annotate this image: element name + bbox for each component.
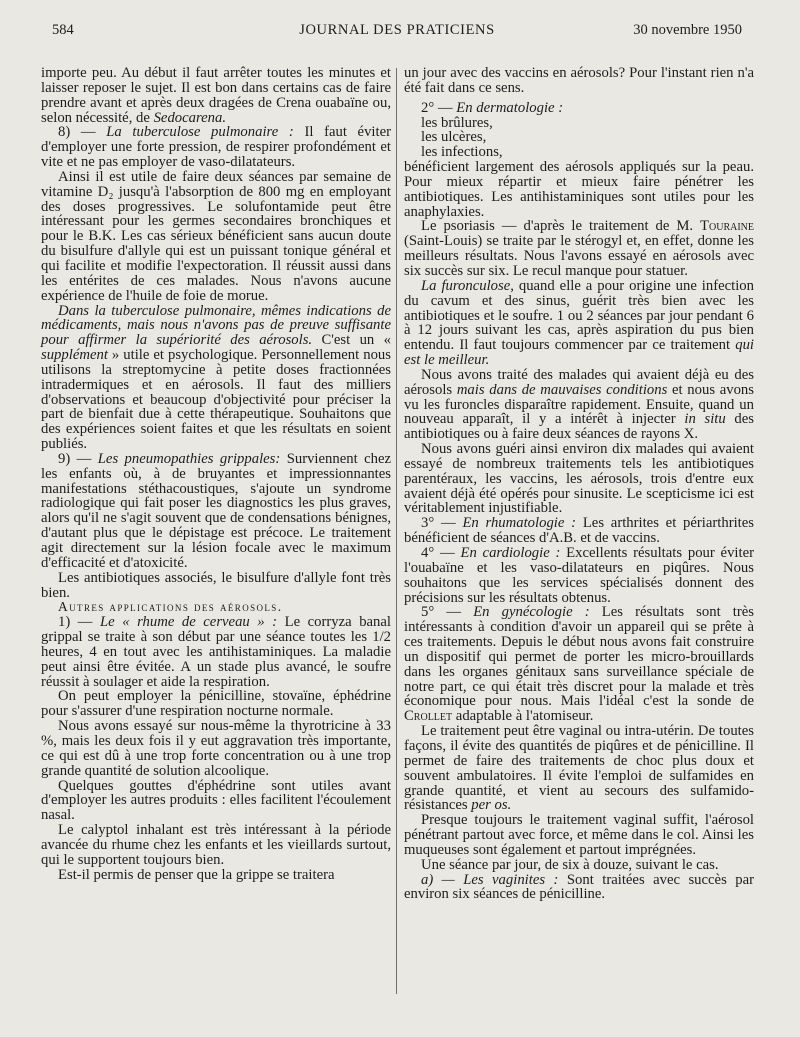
column-divider <box>396 68 397 994</box>
left-column <box>41 66 391 882</box>
paragraph: 4° — En cardiologie : Excellents résultats pour éviter l'ouabaïne et les vaso-dilatateurs en piqûres. Nous souhaitons que les services spécialisés donnent des précisions sur les résultats obtenus. <box>404 545 754 606</box>
paragraph: 2° — En dermatologie : <box>421 99 564 116</box>
paragraph: 3° — En rhumatologie : Les arthrites et périarthrites bénéficient de séances d'A.B. et de vaccins. <box>404 515 755 547</box>
paragraph: La furonculose, quand elle a pour origine une infection du cavum et des sinus, guérit très bien avec les antibiotiques et le soufre. 1 ou 2 séances par jour pendant 6 à 12 jours suivant les cas, après aspiration du pus bien entendu. Il faut toujours commencer par ce traitement qui est le meilleur. <box>404 277 754 369</box>
paragraph: 9) — Les pneumopathies grippales: Surviennent chez les enfants où, à de bruyantes et impressionnantes manifestations stéthacoustiques, s'ajoute un syndrome radiologique qui fait poser les diagnostics les plus graves, alors qu'il ne s'agit souvent que de condensations bénignes, d'autant plus que le dépistage est précoce. Le traitement agit directement sur la lésion focale avec le maximum d'efficacité et d'atoxicité. <box>41 450 391 571</box>
paragraph: Le calyptol inhalant est très intéressant à la période avancée du rhume chez les enfants et les vieillards surtout, qui le supportent toujours bien. <box>41 822 391 868</box>
paragraph: un jour avec des vaccins en aérosols? Pour l'instant rien n'a été fait dans ce sens. <box>404 65 754 96</box>
paragraph: Le psoriasis — d'après le traitement de M. Touraine (Saint-Louis) se traite par le stérogyl et, en effet, donne les meilleurs résultats. Nous l'avons essayé en aérosols avec six succès sur six. Le recul manque pour statuer. <box>404 218 754 279</box>
list-item: les ulcères, <box>421 129 487 146</box>
paragraph: On peut employer la pénicilline, stovaïne, éphédrine pour s'assurer d'une respiration nocturne normale. <box>41 688 391 720</box>
paragraph: Quelques gouttes d'éphédrine sont utiles avant d'employer les autres produits : elles facilitent l'écoulement nasal. <box>41 777 391 824</box>
section-heading: Autres applications des aérosols. <box>58 599 283 615</box>
paragraph: Les antibiotiques associés, le bisulfure d'allyle font très bien. <box>41 569 391 601</box>
paragraph: Le traitement peut être vaginal ou intra-utérin. De toutes façons, il évite des quantités de piqûres et de pénicilline. Il permet de faire des traitements de choc plus doux et souvent ambulatoires. Il évite l'emploi de sulfamides en grande quantité, et vient au secours des sulfamido-résistances per os. <box>404 723 754 814</box>
page-number: 584 <box>52 22 74 38</box>
paragraph: Une séance par jour, de six à douze, suivant le cas. <box>421 856 719 873</box>
paragraph: Dans la tuberculose pulmonaire, mêmes indications de médicaments, mais nous n'avons pas de preuve suffisante pour affirmer la supériorité des aérosols. C'est un « supplément » utile et psychologique. Personnellement nous utilisons la streptomycine à petite doses fractionnées intradermiques et en aérosols. Il faut des milliers d'observations et beaucoup d'objectivité pour préciser la part de bienfait due à cette thérapeutique. Souhaitons que des expériences soient faites et que les résultats en soient publiés. <box>41 302 391 453</box>
list-item: les brûlures, <box>421 114 493 131</box>
paragraph: Ainsi il est utile de faire deux séances par semaine de vitamine D₂ jusqu'à l'absorption de 800 mg en employant des doses progressives. Le solufontamide peut être intéressant pour les germes secondaires bronchiques et pour le B.K. Les cas sérieux bénéficient sans aucun doute du bisulfure d'allyle qui est un puissant tonique général et qui facilite et modifie l'expectoration. Il réussit aussi dans les entérites de ces malades. Nous n'avons aucune expérience de l'huile de foie de morue. <box>41 168 391 304</box>
list-item: les infections, <box>421 144 503 161</box>
paragraph: importe peu. Au début il faut arrêter toutes les minutes et laisser reposer le sujet. Il est bon dans certains cas de faire prendre avant et après deux dragées de Crena ouabaïne ou, selon nécessité, de Sedocarena. <box>41 65 391 126</box>
journal-title: JOURNAL DES PRATICIENS <box>299 22 495 38</box>
paragraph: Nous avons traité des malades qui avaient déjà eu des aérosols mais dans de mauvaises conditions et nous avons vu les furoncles disparaître rapidement. Ensuite, quand un nouveau apparaît, il y a intérêt à injecter in situ des antibiotiques ou à faire deux séances de rayons X. <box>404 366 754 443</box>
right-column <box>404 66 754 902</box>
paragraph: Est-il permis de penser que la grippe se traitera <box>58 866 335 883</box>
paragraph: 8) — La tuberculose pulmonaire : Il faut éviter d'employer une forte pression, de respirer profondément et vite et ne pas employer de vaso-dilatateurs. <box>41 124 391 171</box>
paragraph: Nous avons guéri ainsi environ dix malades qui avaient essayé de nombreux traitements tels les antibiotiques parentéraux, les vaccins, les aérosols, trois d'entre eux avaient déjà été opérés pour sinusite. Le scepticisme ici est véritablement injustifiable. <box>404 441 754 517</box>
paragraph: bénéficient largement des aérosols appliqués sur la peau. Pour mieux répartir et mieux faire pénétrer les antibiotiques. Les antihistaminiques sont utiles pour les anaphylaxies. <box>404 159 754 220</box>
paragraph: Presque toujours le traitement vaginal suffit, l'aérosol pénétrant partout avec force, et même dans le col. Ainsi les muqueuses sont également et partout imprégnées. <box>404 812 754 858</box>
paragraph: a) — Les vaginites : Sont traitées avec succès par environ six séances de pénicilline. <box>404 871 754 903</box>
issue-date: 30 novembre 1950 <box>633 22 742 38</box>
running-header <box>40 22 754 46</box>
paragraph: Nous avons essayé sur nous-même la thyrotricine à 33 %, mais les deux fois il y eut aggravation très importante, ce qui est dû à une trop forte concentration ou à une trop grande quantité de solution alcoolique. <box>41 718 391 779</box>
paragraph: 5° — En gynécologie : Les résultats sont très intéressants à condition d'avoir un appareil qui se prête à ces traitements. Depuis le début nous avons fait construire un dispositif qui permet de porter les micro-brouillards dans les organes génitaux sans surveillance spéciale de notre part, ce qui était très discret pour la malade et très économique pour nous. Mais l'idéal c'est la sonde de Crollet adaptable à l'atomiseur. <box>404 604 755 725</box>
paragraph: 1) — Le « rhume de cerveau » : Le corryza banal grippal se traite à son début par une séance toutes les 1/2 heures, 4 en tout avec les antihistaminiques. La maladie peut ainsi être évitée. A un stade plus avancé, le soufre réussit à soulager et aide la respiration. <box>41 614 391 690</box>
